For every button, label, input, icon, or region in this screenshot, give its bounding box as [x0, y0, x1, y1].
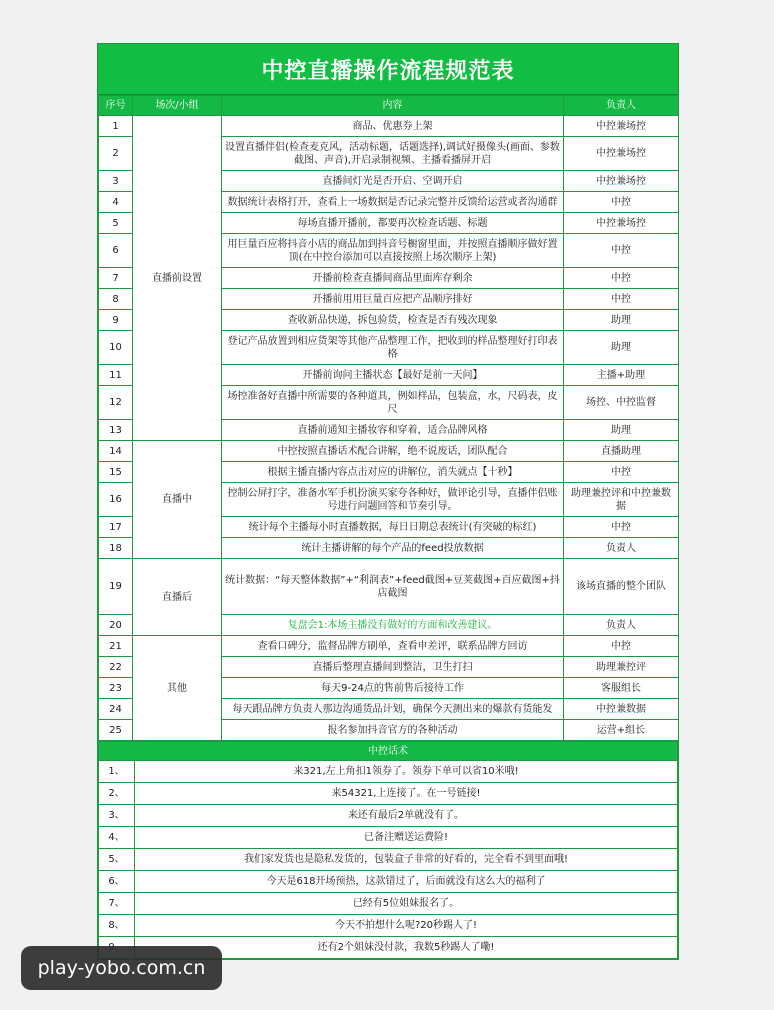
row-owner: 中控 [564, 517, 679, 538]
script-body [99, 742, 678, 959]
site-watermark: play-yobo.com.cn [21, 946, 222, 990]
script-text: 今天是618开场预热，这款错过了，后面就没有这么大的福利了 [135, 871, 678, 893]
script-text: 来321,左上角扣1领券了。领券下单可以省10米哦! [135, 761, 678, 783]
script-seq: 5、 [99, 849, 135, 871]
script-seq: 4、 [99, 827, 135, 849]
row-content: 数据统计表格打开，查看上一场数据是否记录完整并反馈给运营或者沟通群 [222, 192, 564, 213]
row-seq: 7 [99, 268, 133, 289]
script-section-header [99, 742, 678, 761]
row-seq: 15 [99, 462, 133, 483]
row-seq: 19 [99, 559, 133, 615]
row-owner: 中控 [564, 268, 679, 289]
row-owner: 中控兼场控 [564, 171, 679, 192]
script-seq: 6、 [99, 871, 135, 893]
row-owner: 负责人 [564, 615, 679, 636]
row-owner: 负责人 [564, 538, 679, 559]
row-seq: 17 [99, 517, 133, 538]
row-seq: 23 [99, 678, 133, 699]
row-seq: 3 [99, 171, 133, 192]
script-row [99, 805, 678, 827]
row-seq: 16 [99, 483, 133, 517]
row-content: 每天9-24点的售前售后接待工作 [222, 678, 564, 699]
row-seq: 14 [99, 441, 133, 462]
row-owner: 中控兼场控 [564, 116, 679, 137]
script-row [99, 761, 678, 783]
script-text: 来还有最后2单就没有了。 [135, 805, 678, 827]
row-owner: 该场直播的整个团队 [564, 559, 679, 615]
row-owner: 助理 [564, 331, 679, 365]
header-seq: 序号 [99, 96, 133, 116]
row-content: 报名参加抖音官方的各种活动 [222, 720, 564, 741]
script-text: 已经有5位姐妹报名了。 [135, 893, 678, 915]
row-owner: 主播+助理 [564, 365, 679, 386]
row-seq: 20 [99, 615, 133, 636]
row-seq: 5 [99, 213, 133, 234]
row-content: 开播前检查直播间商品里面库存剩余 [222, 268, 564, 289]
row-seq: 8 [99, 289, 133, 310]
table-row [99, 116, 679, 137]
row-owner: 运营+组长 [564, 720, 679, 741]
row-seq: 21 [99, 636, 133, 657]
script-row [99, 827, 678, 849]
row-seq: 18 [99, 538, 133, 559]
row-seq: 12 [99, 386, 133, 420]
row-scene: 直播前设置 [133, 116, 222, 441]
row-seq: 24 [99, 699, 133, 720]
row-content: 登记产品放置到相应货架等其他产品整理工作，把收到的样品整理好打印表格 [222, 331, 564, 365]
table-row [99, 636, 679, 657]
row-content: 复盘会1:本场主播没有做好的方面和改善建议。 [222, 615, 564, 636]
process-body [99, 116, 679, 741]
row-seq: 9 [99, 310, 133, 331]
script-row [99, 871, 678, 893]
row-seq: 2 [99, 137, 133, 171]
row-owner: 中控兼数据 [564, 699, 679, 720]
script-text: 今天不拍想什么呢?20秒踢人了! [135, 915, 678, 937]
row-seq: 10 [99, 331, 133, 365]
script-table [98, 741, 678, 959]
row-content: 统计数据：“每天整体数据”+“利润表”+feed截图+豆荚截图+百应截图+抖店截图 [222, 559, 564, 615]
row-scene: 其他 [133, 636, 222, 741]
script-text: 还有2个姐妹没付款，我数5秒踢人了嘞! [135, 937, 678, 959]
script-row [99, 893, 678, 915]
row-content: 开播前用用巨量百应把产品顺序排好 [222, 289, 564, 310]
row-content: 中控按照直播话术配合讲解，绝不说废话，团队配合 [222, 441, 564, 462]
row-seq: 13 [99, 420, 133, 441]
row-scene: 直播后 [133, 559, 222, 636]
row-owner: 直播助理 [564, 441, 679, 462]
row-owner: 中控 [564, 192, 679, 213]
script-seq: 2、 [99, 783, 135, 805]
script-text: 我们家发货也是隐私发货的，包装盒子非常的好看的，完全看不到里面哦! [135, 849, 678, 871]
header-content: 内容 [222, 96, 564, 116]
script-row [99, 849, 678, 871]
row-owner: 中控兼场控 [564, 213, 679, 234]
row-owner: 中控 [564, 234, 679, 268]
row-owner: 助理 [564, 420, 679, 441]
row-content: 场控准备好直播中所需要的各种道具，例如样品，包装盒，水，尺码表，皮尺 [222, 386, 564, 420]
row-content: 控制公屏打字，准备水军手机扮演买家夸各种好，做评论引导，直播伴侣账号进行问题回答和节奏引导。 [222, 483, 564, 517]
row-seq: 6 [99, 234, 133, 268]
row-seq: 22 [99, 657, 133, 678]
row-content: 设置直播伴侣(检查麦克风，活动标题，话题选择),调试好摄像头(画面、参数截图、声音),开启录制视频、主播看播屏开启 [222, 137, 564, 171]
row-content: 每场直播开播前，都要再次检查话题、标题 [222, 213, 564, 234]
table-row [99, 559, 679, 615]
row-seq: 4 [99, 192, 133, 213]
script-text: 来54321,上连接了。在一号链接! [135, 783, 678, 805]
row-content: 每天跟品牌方负责人那边沟通货品计划，确保今天测出来的爆款有货能发 [222, 699, 564, 720]
script-seq: 7、 [99, 893, 135, 915]
row-content: 统计每个主播每小时直播数据，每日日期总表统计(有突破的标红) [222, 517, 564, 538]
row-content: 统计主播讲解的每个产品的feed投放数据 [222, 538, 564, 559]
row-owner: 助理 [564, 310, 679, 331]
row-content: 根据主播直播内容点击对应的讲解位，消失就点【十秒】 [222, 462, 564, 483]
table-row [99, 441, 679, 462]
row-scene: 直播中 [133, 441, 222, 559]
script-row [99, 783, 678, 805]
row-content: 查看口碑分，监督品牌方刷单，查看申差评，联系品牌方回访 [222, 636, 564, 657]
row-owner: 中控 [564, 636, 679, 657]
process-sheet [97, 43, 679, 960]
row-content: 开播前询问主播状态【最好是前一天问】 [222, 365, 564, 386]
row-owner: 中控兼场控 [564, 137, 679, 171]
row-content: 直播前通知主播妆容和穿着，适合品牌风格 [222, 420, 564, 441]
row-seq: 25 [99, 720, 133, 741]
row-owner: 中控 [564, 289, 679, 310]
script-row [99, 915, 678, 937]
row-seq: 11 [99, 365, 133, 386]
header-scene: 场次/小组 [133, 96, 222, 116]
script-seq: 3、 [99, 805, 135, 827]
row-owner: 客服组长 [564, 678, 679, 699]
row-owner: 助理兼控评 [564, 657, 679, 678]
row-owner: 助理兼控评和中控兼数据 [564, 483, 679, 517]
row-content: 直播后整理直播间到整洁，卫生打扫 [222, 657, 564, 678]
sheet-title: 中控直播操作流程规范表 [98, 44, 678, 95]
script-seq: 8、 [99, 915, 135, 937]
table-header-row [99, 96, 679, 116]
row-owner: 中控 [564, 462, 679, 483]
header-owner: 负责人 [564, 96, 679, 116]
script-seq: 1、 [99, 761, 135, 783]
row-content: 商品、优惠券上架 [222, 116, 564, 137]
row-content: 查收新品快递，拆包验货，检查是否有残次现象 [222, 310, 564, 331]
script-section-title: 中控话术 [99, 742, 678, 761]
row-content: 用巨量百应将抖音小店的商品加到抖音号橱窗里面，并按照直播顺序做好置顶(在中控台添加可以直接按照上场次顺序上架) [222, 234, 564, 268]
row-seq: 1 [99, 116, 133, 137]
script-text: 已备注赠送运费险! [135, 827, 678, 849]
row-content: 直播间灯光是否开启、空调开启 [222, 171, 564, 192]
row-owner: 场控、中控监督 [564, 386, 679, 420]
process-table [98, 95, 679, 741]
